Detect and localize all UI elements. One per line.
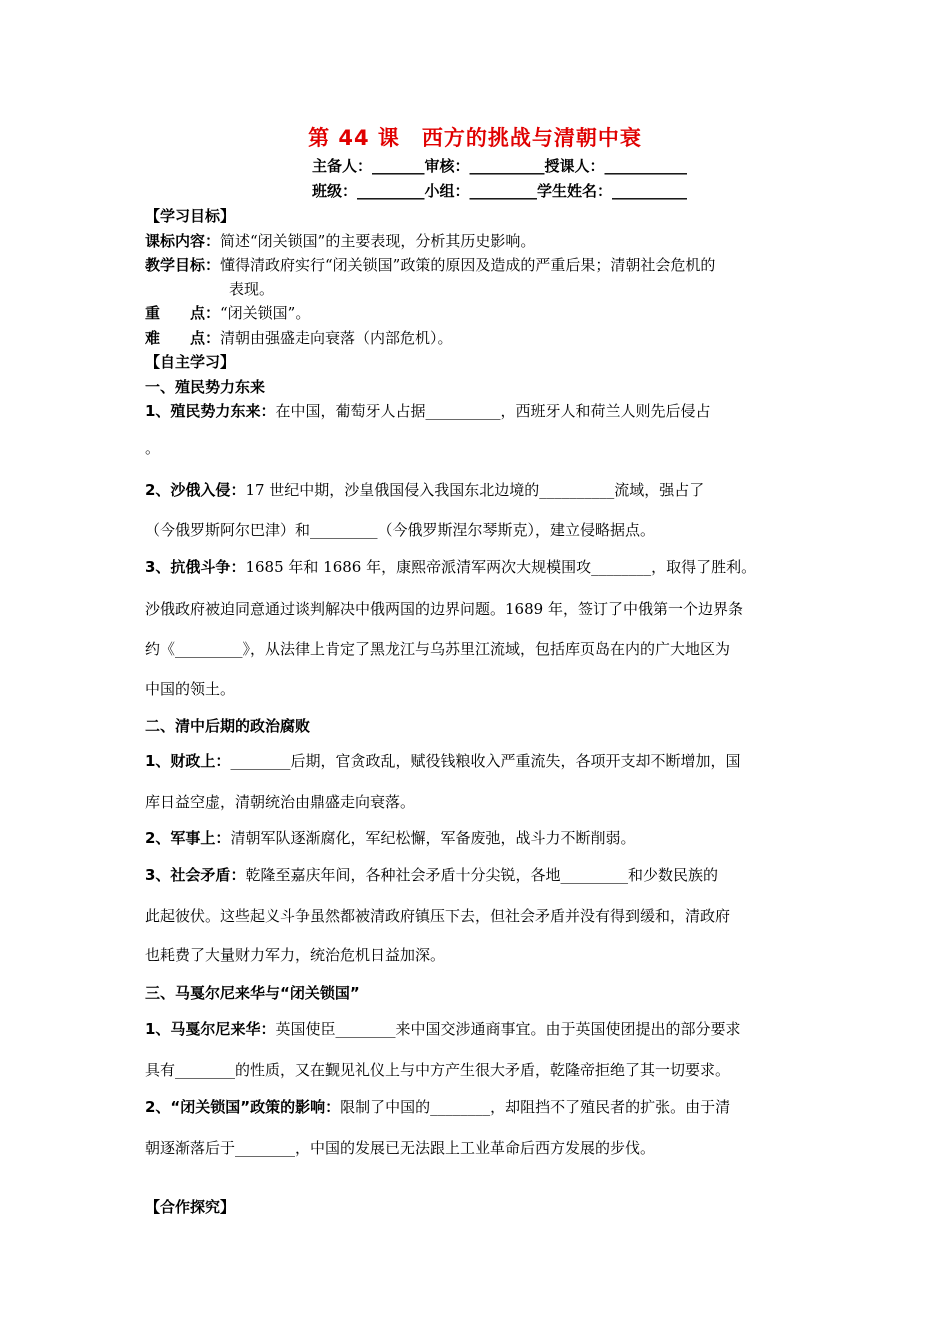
p1-item2-label: 2、沙俄入侵： bbox=[145, 481, 246, 499]
learning-goals-header: 【学习目标】 bbox=[145, 207, 236, 225]
p3-item2-label: 2、“闭关锁国”政策的影响： bbox=[145, 1098, 341, 1116]
p3-item1-label: 1、马戛尔尼来华： bbox=[145, 1020, 276, 1038]
goal-standard-label: 课标内容： bbox=[145, 232, 221, 250]
p3-item1-text: 英国使臣________来中国交涉通商事宜。由于英国使团提出的部分要求 bbox=[275, 1020, 741, 1038]
p1-item2-text: 17 世纪中期，沙皇俄国侵入我国东北边境的__________流域，强占了 bbox=[245, 481, 705, 499]
p2-item1 bbox=[145, 751, 810, 771]
p1-item3-cont-1: 沙俄政府被迫同意通过谈判解决中俄两国的边界问题。1689 年，签订了中俄第一个边界条 bbox=[145, 600, 743, 618]
p3-item1 bbox=[145, 1019, 810, 1039]
p2-item3-text: 乾隆至嘉庆年间，各种社会矛盾十分尖锐，各地_________和少数民族的 bbox=[245, 866, 718, 884]
p2-item3 bbox=[145, 865, 810, 885]
p2-item1-cont: 库日益空虚，清朝统治由鼎盛走向衰落。 bbox=[145, 793, 416, 811]
difficult-point-text: 清朝由强盛走向衰落（内部危机）。 bbox=[220, 329, 453, 347]
goal-standard bbox=[145, 231, 810, 251]
goal-standard-text: 简述“闭关锁国”的主要表现，分析其历史影响。 bbox=[220, 232, 536, 250]
p3-item2-text: 限制了中国的________，却阻挡不了殖民者的扩张。由于清 bbox=[340, 1098, 731, 1116]
p1-item3-cont-2: 约《_________》，从法律上肯定了黑龙江与乌苏里江流域，包括库页岛在内的广大地区为 bbox=[145, 640, 731, 658]
p3-item2-cont: 朝逐渐落后于________，中国的发展已无法跟上工业革命后西方发展的步伐。 bbox=[145, 1139, 656, 1157]
key-point-text: “闭关锁国”。 bbox=[220, 304, 311, 322]
p1-item2-cont: （今俄罗斯阿尔巴津）和_________（今俄罗斯涅尔琴斯克），建立侵略据点。 bbox=[145, 521, 656, 539]
p1-item1-cont: 。 bbox=[145, 439, 161, 457]
part3-title: 三、马戛尔尼来华与“闭关锁国” bbox=[145, 984, 360, 1002]
p1-item1-text: 在中国，葡萄牙人占据__________，西班牙人和荷兰人则先后侵占 bbox=[275, 402, 711, 420]
p1-item3-cont-3: 中国的领土。 bbox=[145, 680, 236, 698]
p2-item2-label: 2、军事上： bbox=[145, 829, 231, 847]
self-study-header: 【自主学习】 bbox=[145, 353, 236, 371]
p1-item2 bbox=[145, 480, 810, 500]
p1-item3 bbox=[145, 557, 810, 577]
p2-item3-label: 3、社会矛盾： bbox=[145, 866, 246, 884]
page-title: 第 44 课 西方的挑战与清朝中衰 bbox=[308, 126, 642, 150]
goal-teaching-label: 教学目标： bbox=[145, 256, 221, 274]
p1-item1-label: 1、殖民势力东来： bbox=[145, 402, 276, 420]
difficult-point-label: 难 点： bbox=[145, 329, 221, 347]
p2-item3-cont-2: 也耗费了大量财力军力，统治危机日益加深。 bbox=[145, 946, 446, 964]
p2-item2-text: 清朝军队逐渐腐化，军纪松懈，军备废弛，战斗力不断削弱。 bbox=[230, 829, 636, 847]
preparer-info-line: 主备人：_______审核：__________授课人：___________ bbox=[312, 157, 688, 175]
p1-item1 bbox=[145, 401, 810, 421]
p1-item3-text: 1685 年和 1686 年，康熙帝派清军两次大规模围攻________，取得了胜利。 bbox=[245, 558, 757, 576]
part2-title: 二、清中后期的政治腐败 bbox=[145, 717, 311, 735]
key-point bbox=[145, 303, 810, 323]
goal-teaching bbox=[145, 255, 810, 275]
p3-item1-cont: 具有________的性质，又在觐见礼仪上与中方产生很大矛盾，乾隆帝拒绝了其一切要求。 bbox=[145, 1061, 731, 1079]
difficult-point bbox=[145, 328, 810, 348]
p2-item2 bbox=[145, 828, 810, 848]
key-point-label: 重 点： bbox=[145, 304, 221, 322]
goal-teaching-text: 懂得清政府实行“闭关锁国”政策的原因及造成的严重后果；清朝社会危机的 bbox=[220, 256, 716, 274]
p2-item1-label: 1、财政上： bbox=[145, 752, 231, 770]
p2-item1-text: ________后期，官贪政乱，赋役钱粮收入严重流失，各项开支却不断增加，国 bbox=[230, 752, 741, 770]
p3-item2 bbox=[145, 1097, 810, 1117]
part1-title: 一、殖民势力东来 bbox=[145, 378, 266, 396]
p2-item3-cont-1: 此起彼伏。这些起义斗争虽然都被清政府镇压下去，但社会矛盾并没有得到缓和，清政府 bbox=[145, 907, 731, 925]
goal-teaching-text-cont: 表现。 bbox=[229, 280, 275, 298]
p1-item3-label: 3、抗俄斗争： bbox=[145, 558, 246, 576]
cooperative-inquiry-header: 【合作探究】 bbox=[145, 1198, 236, 1216]
student-info-line: 班级：_________小组：_________学生姓名：__________ bbox=[312, 182, 688, 200]
